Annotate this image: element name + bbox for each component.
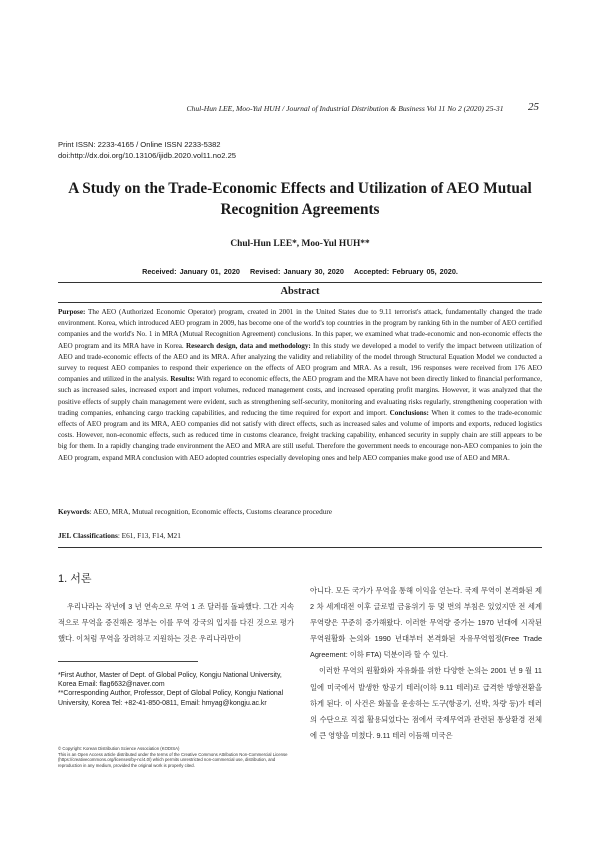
page-number: 25 bbox=[528, 101, 539, 113]
divider-top bbox=[58, 282, 542, 283]
submission-dates bbox=[0, 267, 600, 276]
received-date: Received: January 01, 2020 bbox=[142, 267, 240, 276]
running-head: Chul-Hun LEE, Moo-Yul HUH / Journal of Industrial Distribution & Business Vol 11 No 2 (2020) 25-31 bbox=[186, 104, 504, 113]
body-right-column bbox=[310, 583, 542, 744]
doi-line[interactable]: doi:http://dx.doi.org/10.13106/ijidb.2020.vol11.no2.25 bbox=[58, 150, 237, 160]
method-text: In this study we developed a model to verify the impact between utilization of AEO and trade-economic effects of the AEO and its MRA. After analyzing the validity and reliability of the model through Structural Equation Model we conducted a survey to request AEO companies to respond their experience on the effects of AEO program and MRA. As a result, 196 responses were received from 176 AEO companies and utilized in the analysis. bbox=[58, 341, 542, 384]
first-author-note: *First Author, Master of Dept. of Global Policy, Kongju National University, Korea Email: flag6632@naver.com bbox=[58, 672, 282, 689]
paper-title: A Study on the Trade-Economic Effects and Utilization of AEO Mutual Recognition Agreements bbox=[68, 180, 532, 218]
abstract-heading: Abstract bbox=[280, 286, 320, 297]
section-heading: 1. 서론 bbox=[58, 573, 92, 585]
issn-line: Print ISSN: 2233-4165 / Online ISSN 2233-5382 bbox=[58, 140, 221, 149]
purpose-label: Purpose: bbox=[58, 308, 86, 316]
conclusions-text: When it comes to the trade-economic effects of AEO program and its MRA, AEO companies did not satisfy with direct effects, such as increased sales and volume of imports and exports, reduced logistics costs. However, non-economic effects, such as reduced time in customs clearance, freight tracking capability, enhanced security in supply chain are still appears to be big for them. In a rapidly changing trade environment the AEO and MRA are still useful. Therefore the government needs to encourage non-AEO companies to join the AEO program, expand MRA conclusion with AEO adopted countries especially developing ones and help AEO companies make good use of AEO and MRA. bbox=[58, 408, 542, 462]
footnote-divider bbox=[58, 661, 198, 662]
corresponding-author-note: **Corresponding Author, Professor, Dept of Global Policy, Kongju National University, Korea Tel: +82-41-850-0811, Email: hmyag@kongju.ac.kr bbox=[58, 690, 284, 707]
body-paragraph-1: 아니다. 모든 국가가 무역을 통해 이익을 얻는다. 국제 무역이 본격화된 제 2 차 세계대전 이후 글로벌 금융위기 등 몇 번의 부침은 있었지만 전 세계 무역량은 꾸준히 증가해왔다. 이러한 무역량 증가는 1970 년대에 시작된 무역원활화 논의와 1990 년대부터 본격화된 자유무역협정(Free Trade Agreement: 이하 FTA) 덕분이라 할 수 있다. bbox=[310, 586, 542, 660]
jel-label: JEL Classifications bbox=[58, 531, 118, 540]
authors: Chul-Hun LEE*, Moo-Yul HUH** bbox=[230, 239, 370, 249]
license-block bbox=[58, 746, 294, 768]
revised-date: Revised: January 30, 2020 bbox=[250, 267, 344, 276]
method-label: Research design, data and methodology: bbox=[185, 341, 311, 350]
keywords-text: : AEO, MRA, Mutual recognition, Economic effects, Customs clearance procedure bbox=[89, 507, 333, 516]
divider-bottom bbox=[58, 547, 542, 548]
jel-classifications bbox=[58, 531, 542, 540]
author-footnotes bbox=[58, 671, 294, 708]
copyright-line: © Copyright: Korean Distribution Science Association (KODISA) bbox=[58, 746, 180, 751]
divider-abstract bbox=[58, 302, 542, 303]
results-text: With regard to economic effects, the AEO program and the MRA have not been directly linked to financial performance, such as increased sales, increased export and import volumes, reduced management costs, and increased operating profit margins. However, it was analyzed that the positive effects of supply chain management were evident, such as strengthening self-security, monitoring and evaluating risks regularly, strengthening cooperation with trading companies, enhancing cargo tracking capabilities, and reducing the time required for export and import. bbox=[58, 375, 542, 417]
abstract-body bbox=[58, 307, 542, 464]
body-left-column: 우리나라는 작년에 3 년 연속으로 무역 1 조 달러를 돌파했다. 그간 지속적으로 무역을 증진해온 정부는 이를 무역 강국의 입지를 다진 것으로 평가했다. 이처럼 무역을 장려하고 지원하는 것은 우리나라만이 bbox=[58, 602, 294, 644]
keywords-label: Keywords bbox=[58, 507, 90, 516]
jel-text: : E61, F13, F14, M21 bbox=[117, 531, 181, 540]
accepted-date: Accepted: February 05, 2020. bbox=[353, 267, 458, 276]
license-text: This is an Open Access article distributed under the terms of the Creative Commons Attribution Non-Commercial License (https://creativecommons.org/licenses/by-nc/4.0/) which permits unrestricted non-commercial use, distribution, and reproduction in any medium, provided the original work is properly cited. bbox=[58, 751, 288, 768]
keywords bbox=[58, 507, 542, 516]
identifiers-block bbox=[58, 140, 236, 161]
body-paragraph-2: 이러한 무역의 원활화와 자유화를 위한 다양한 논의는 2001 년 9 월 11 일에 미국에서 발생한 항공기 테러(이하 9.11 테러)로 급격한 방향전환을 하게 된다. 이 사건은 화물을 운송하는 도구(항공기, 선박, 차량 등)가 테러의 수단으로 직접 활용되었다는 점에서 국제무역과 관련된 통상환경 전체에 큰 영향을 미쳤다. 9.11 테러 이듬해 미국은 bbox=[310, 666, 542, 740]
purpose-text: The AEO (Authorized Economic Operator) program, created in 2001 in the United States due to 9.11 terrorist's attack, fundamentally changed the trade environment. Korea, which introduced AEO program in 2009, has become one of the world's top countries in the program by ranking 6th in the number of AEO certified companies and the world's No. 1 in MRA (Mutual Recognition Agreement) conclusions. In this paper, we examined what trade-economic and non-economic effects the AEO program and its MRA have in Korea. bbox=[58, 308, 542, 350]
results-label: Results: bbox=[170, 375, 195, 384]
conclusions-label: Conclusions: bbox=[389, 408, 429, 417]
